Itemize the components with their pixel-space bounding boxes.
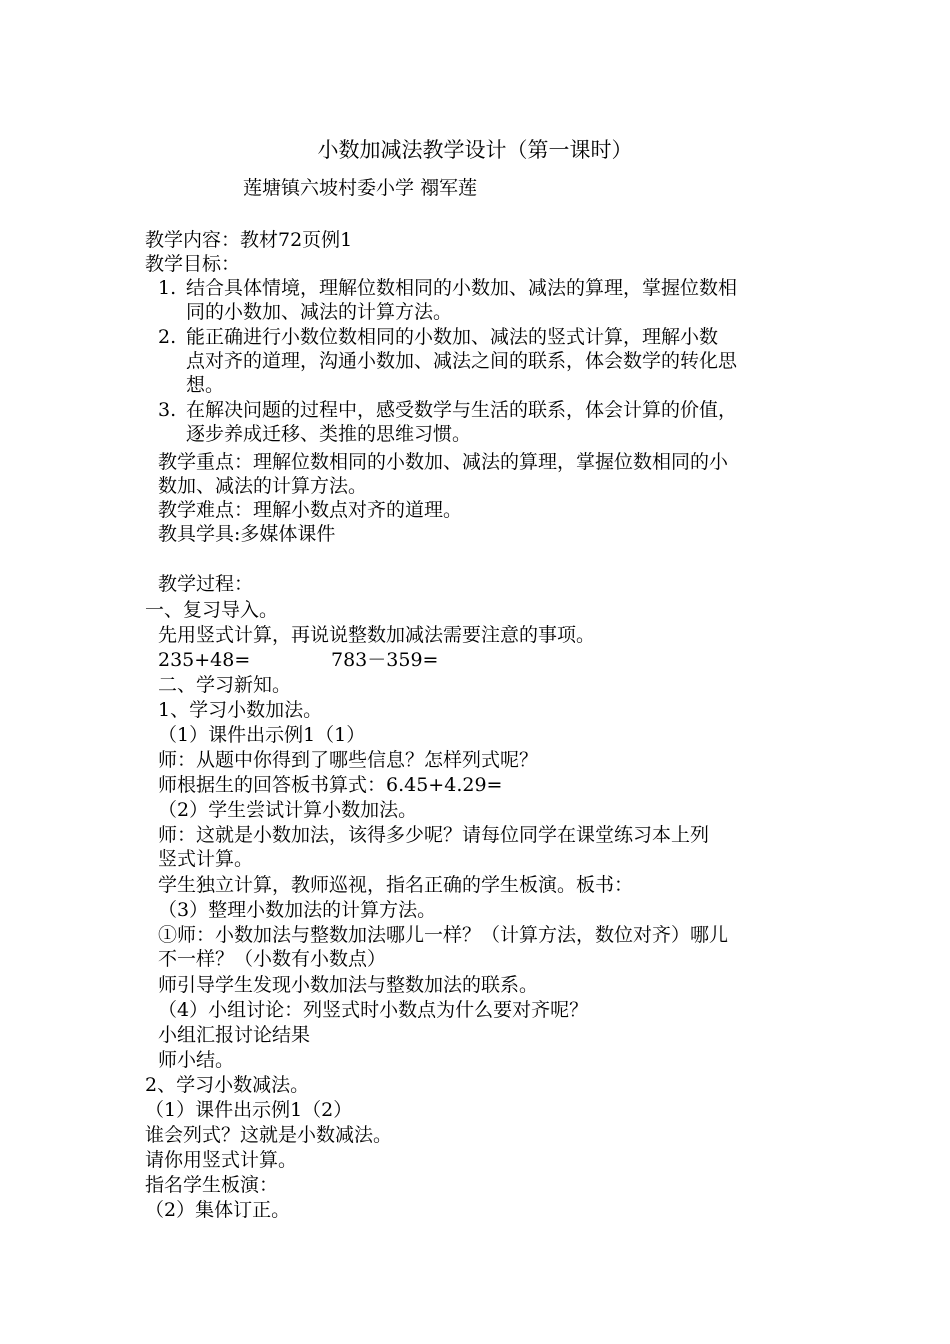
s1-independent: 学生独立计算，教师巡视，指名正确的学生板演。板书： (158, 874, 634, 896)
goal-number: 1. (158, 277, 177, 299)
s1-question: 师：从题中你得到了哪些信息？怎样列式呢？ (158, 749, 539, 771)
process-heading: 教学过程： (158, 573, 254, 595)
author-line: 莲塘镇六坡村委小学 禤军莲 (243, 177, 478, 199)
s2-step1: （1）课件出示例1（2） (145, 1099, 353, 1121)
s2-step2: （2）集体订正。 (145, 1199, 291, 1221)
s1-step1: （1）课件出示例1（1） (158, 724, 366, 746)
difficulty-line: 教学难点：理解小数点对齐的道理。 (158, 499, 463, 521)
s1-compare-line: 不一样？（小数有小数点） (158, 948, 387, 970)
key-points-line: 数加、减法的计算方法。 (158, 475, 368, 497)
s2-question: 谁会列式？这就是小数减法。 (145, 1124, 393, 1146)
s1-teacher-line: 师：这就是小数加法，该得多少呢？请每位同学在课堂练习本上列 (158, 824, 710, 846)
s1-report: 小组汇报讨论结果 (158, 1024, 311, 1046)
exercise-subtraction: 783－359= (331, 649, 439, 671)
key-points-line: 教学重点：理解位数相同的小数加、减法的算理，掌握位数相同的小 (158, 451, 729, 473)
part2-heading: 二、学习新知。 (158, 674, 292, 696)
document-title: 小数加减法教学设计（第一课时） (317, 138, 633, 162)
exercise-addition: 235+48= (158, 649, 251, 671)
goals-heading: 教学目标： (145, 253, 241, 275)
goal-line: 点对齐的道理，沟通小数加、减法之间的联系，体会数学的转化思 (186, 350, 738, 372)
goal-line: 想。 (186, 374, 225, 396)
part1-heading: 一、复习导入。 (145, 599, 279, 621)
goal-line: 在解决问题的过程中，感受数学与生活的联系，体会计算的价值， (186, 399, 738, 421)
s2-question: 请你用竖式计算。 (145, 1149, 298, 1171)
s1-step2: （2）学生尝试计算小数加法。 (158, 799, 418, 821)
part1-instruction: 先用竖式计算，再说说整数加减法需要注意的事项。 (158, 624, 596, 646)
s2-question: 指名学生板演： (145, 1174, 279, 1196)
s1-guide: 师引导学生发现小数加法与整数加法的联系。 (158, 974, 539, 996)
s1-step3: （3）整理小数加法的计算方法。 (158, 899, 437, 921)
goal-number: 3. (158, 399, 177, 421)
section2-heading: 2、学习小数减法。 (145, 1074, 310, 1096)
goal-line: 结合具体情境，理解位数相同的小数加、减法的算理，掌握位数相 (186, 277, 738, 299)
s1-step4: （4）小组讨论：列竖式时小数点为什么要对齐呢？ (158, 999, 589, 1021)
teaching-content: 教学内容：教材72页例1 (145, 229, 353, 251)
goal-line: 能正确进行小数位数相同的小数加、减法的竖式计算，理解小数 (186, 326, 719, 348)
section1-heading: 1、学习小数加法。 (158, 699, 323, 721)
s1-summary: 师小结。 (158, 1049, 235, 1071)
goal-number: 2. (158, 326, 177, 348)
s1-compare-line: ①师：小数加法与整数加法哪儿一样？（计算方法，数位对齐）哪儿 (158, 924, 729, 946)
s1-teacher-line: 竖式计算。 (158, 848, 254, 870)
s1-formula: 师根据生的回答板书算式：6.45+4.29= (158, 774, 503, 796)
goal-line: 同的小数加、减法的计算方法。 (186, 301, 453, 323)
tools-line: 教具学具:多媒体课件 (158, 523, 336, 545)
goal-line: 逐步养成迁移、类推的思维习惯。 (186, 423, 472, 445)
